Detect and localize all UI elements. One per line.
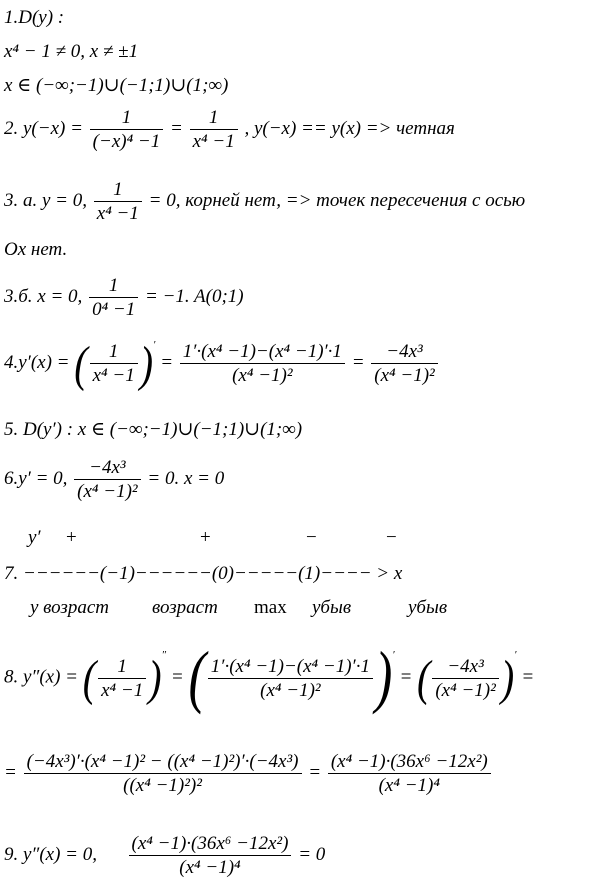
y-intercept-fraction	[89, 276, 138, 319]
second-derivative-prefix: 8. y″(x) =	[4, 666, 79, 688]
sign-label: y′	[28, 527, 41, 548]
x-intercept-prefix: 3. а. y = 0,	[4, 189, 88, 211]
line-derivative-domain: 5. D(y′) : x ∈ (−∞;−1)∪(−1;1)∪(1;∞)	[4, 419, 303, 440]
second-f1-numerator: 1	[98, 657, 146, 679]
second-fraction-2	[208, 657, 373, 700]
inflection-fraction	[129, 834, 292, 877]
parity-f2-denominator: x⁴ −1	[192, 131, 235, 152]
behavior-decreasing-2: убыв	[408, 597, 448, 618]
paren-close: )	[139, 334, 154, 391]
line-critical-points	[4, 458, 224, 501]
expanded-f1-denominator: ((x⁴ −1)²)²	[123, 775, 202, 796]
critical-fraction	[74, 458, 140, 501]
sign-plus-2: +	[200, 527, 211, 548]
paren-close: )	[374, 638, 393, 716]
line-parity	[4, 108, 455, 151]
y-intercept-suffix: = −1. A(0;1)	[145, 285, 244, 307]
x-intercept-numerator: 1	[94, 180, 142, 202]
parity-fraction-1	[90, 108, 164, 151]
inflection-suffix: = 0	[298, 843, 326, 865]
line-second-derivative: 8. y″(x) = ( $\frac{1}{\text{x⁴ −1}}$ )″ = ( $\frac{\text{1′·(x⁴ −1)−(x⁴ −1)′·1}}{\text{(x⁴ −1)²}}$ )′ = ( $\frac{\text{−4x³}}{\text{(x⁴ −1)²}}$ )′ =	[4, 638, 535, 716]
line-ox-none: Ox нет.	[4, 239, 68, 260]
critical-denominator: (x⁴ −1)²	[77, 481, 138, 502]
second-fraction-1	[98, 657, 146, 700]
inflection-denominator: (x⁴ −1)⁴	[179, 857, 241, 878]
derivative-f1-numerator: 1	[90, 342, 138, 364]
paren-close: )	[500, 649, 515, 706]
derivative-f2-numerator: 1′·(x⁴ −1)−(x⁴ −1)′·1	[180, 342, 345, 364]
expanded-f2-denominator: (x⁴ −1)⁴	[378, 775, 440, 796]
y-intercept-numerator: 1	[89, 276, 138, 298]
parity-suffix: , y(−x) == y(x) => четная	[244, 117, 455, 139]
derivative-f1-denominator: x⁴ −1	[92, 365, 135, 386]
paren-open: (	[82, 649, 97, 706]
second-f2-numerator: 1′·(x⁴ −1)−(x⁴ −1)′·1	[208, 657, 373, 679]
line-domain-set: x ∈ (−∞;−1)∪(−1;1)∪(1;∞)	[4, 75, 229, 96]
paren-open: (	[188, 638, 206, 716]
y-intercept-denominator: 0⁴ −1	[92, 299, 136, 320]
derivative-fraction-3	[371, 342, 437, 385]
behavior-increasing-2: возраст	[152, 597, 218, 618]
line-inflection	[4, 834, 325, 877]
derivative-prefix: 4.y′(x) =	[4, 351, 70, 373]
line-y-intercept	[4, 276, 244, 319]
paren-open: (	[417, 649, 431, 706]
expanded-f2-numerator: (x⁴ −1)·(36x⁶ −12x²)	[328, 752, 491, 774]
behavior-max: max	[254, 597, 287, 618]
parity-f1-numerator: 1	[90, 108, 164, 130]
paren-open: (	[74, 334, 88, 391]
line-second-derivative-expanded: = $\frac{\text{(−4x³)′·(x⁴ −1)² − ((x⁴ −1)²)′·(−4x³)}}{\text{((x⁴ −1)²)²}}$ = $\frac{\text{(x⁴ −1)·(36x⁶ −12x²)}}{\text{(x⁴ −1)⁴}}$	[4, 752, 493, 795]
critical-suffix: = 0. x = 0	[147, 467, 225, 489]
line-x-intercept	[4, 180, 525, 223]
critical-numerator: −4x³	[74, 458, 140, 480]
sign-minus-2: −	[386, 527, 397, 548]
parity-f1-denominator: (−x)⁴ −1	[92, 131, 161, 152]
sign-minus-1: −	[306, 527, 317, 548]
parity-prefix: 2. y(−x) =	[4, 117, 83, 139]
line-first-derivative: 4.y′(x) = ( $\frac{1}{\text{x⁴ −1}}$ )′ = $\frac{\text{1′·(x⁴ −1)−(x⁴ −1)′·1}}{\text{(x⁴ −1)²}}$ = $\frac{\text{−4x³}}{\text{(x⁴ −1)²}}$	[4, 342, 440, 385]
derivative-f3-numerator: −4x³	[371, 342, 437, 364]
expanded-f1-numerator: (−4x³)′·(x⁴ −1)² − ((x⁴ −1)²)′·(−4x³)	[24, 752, 302, 774]
second-fraction-3	[432, 657, 498, 700]
x-intercept-fraction	[94, 180, 142, 223]
derivative-f2-denominator: (x⁴ −1)²	[232, 365, 293, 386]
x-intercept-denominator: x⁴ −1	[96, 203, 139, 224]
derivative-fraction-1	[90, 342, 138, 385]
derivative-fraction-2	[180, 342, 345, 385]
critical-prefix: 6.y′ = 0,	[4, 467, 68, 489]
line-domain-condition: x⁴ − 1 ≠ 0, x ≠ ±1	[4, 41, 139, 62]
sign-plus-1: +	[66, 527, 77, 548]
number-line: 7. −−−−−−(−1)−−−−−−(0)−−−−−(1)−−−− > x	[4, 563, 403, 584]
x-intercept-suffix: = 0, корней нет, => точек пересечения с осью	[148, 189, 526, 211]
parity-f2-numerator: 1	[190, 108, 238, 130]
inflection-prefix: 9. y″(x) = 0,	[4, 843, 98, 865]
line-domain-title: 1.D(y) :	[4, 7, 65, 28]
second-f2-denominator: (x⁴ −1)²	[260, 679, 321, 701]
behavior-decreasing-1: убыв	[312, 597, 352, 618]
parity-equals: =	[170, 117, 183, 139]
derivative-f3-denominator: (x⁴ −1)²	[374, 365, 435, 386]
expanded-fraction-1	[24, 752, 302, 795]
expanded-fraction-2	[328, 752, 491, 795]
parity-fraction-2	[190, 108, 238, 151]
inflection-numerator: (x⁴ −1)·(36x⁶ −12x²)	[129, 834, 292, 856]
second-f3-denominator: (x⁴ −1)²	[435, 679, 496, 701]
behavior-increasing-1: y возраст	[30, 597, 109, 618]
second-f3-numerator: −4x³	[432, 657, 498, 679]
second-f1-denominator: x⁴ −1	[101, 679, 144, 701]
paren-close: )	[148, 649, 162, 706]
y-intercept-prefix: 3.б. x = 0,	[4, 285, 83, 307]
